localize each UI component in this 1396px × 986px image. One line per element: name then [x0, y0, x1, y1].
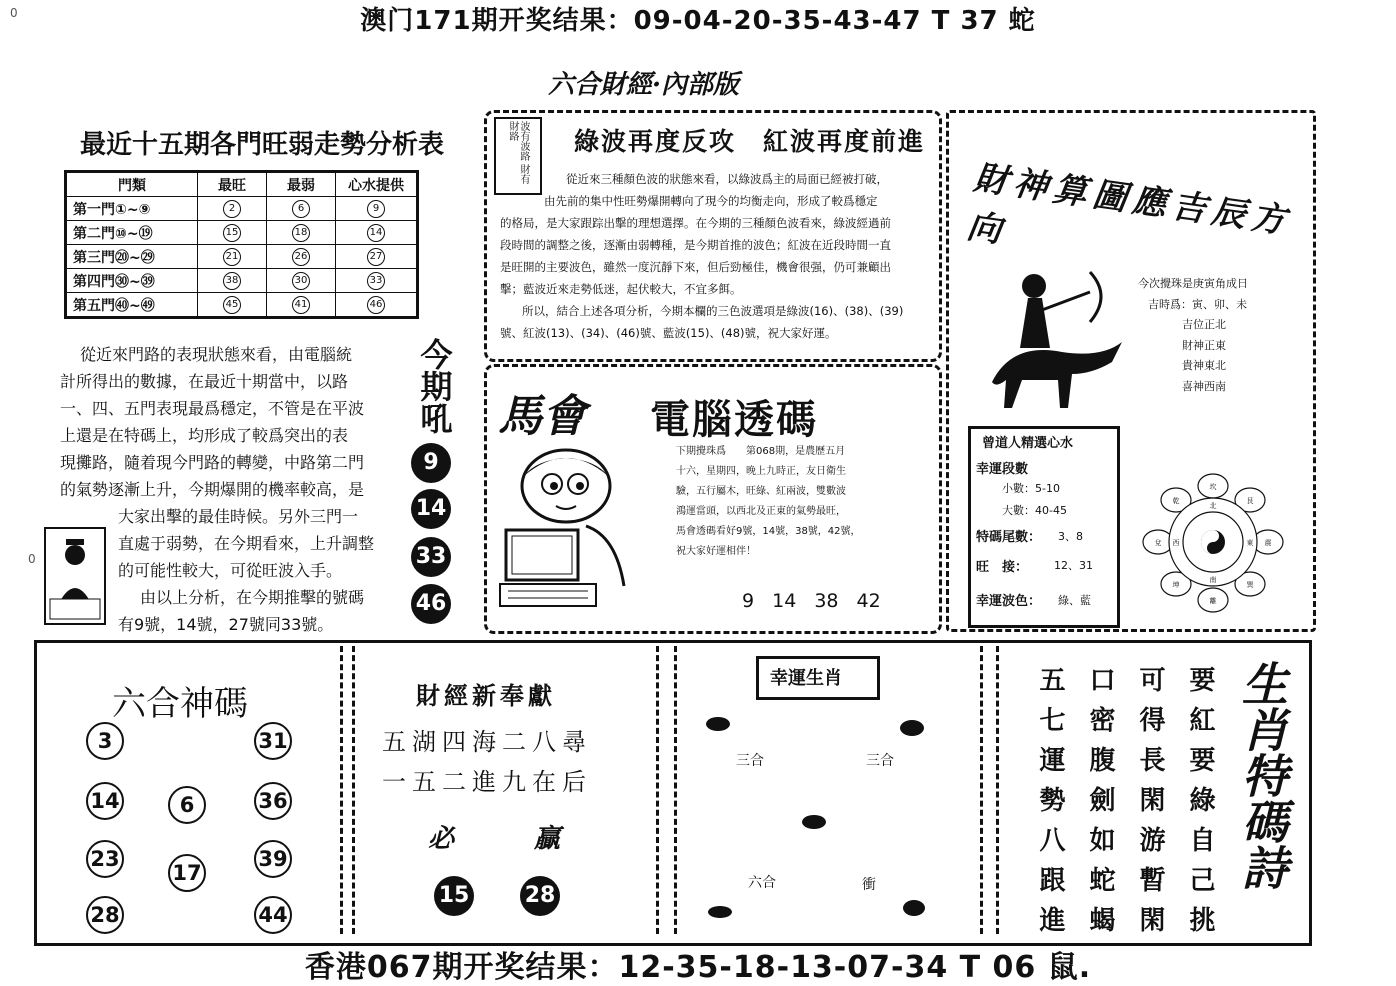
shenma-title: 六合神碼: [112, 684, 248, 724]
bi-char: 必: [428, 824, 455, 854]
tip-cell-value: 14: [367, 224, 385, 242]
gate-range-a: ①: [115, 201, 127, 218]
analysis-line: 上還是在特碼上，均形成了較爲突出的表: [60, 426, 349, 445]
zodiac-animals-icon: [704, 710, 944, 928]
min-cell-value: 26: [292, 248, 310, 266]
max-cell: [198, 293, 267, 318]
monkey-icon: [903, 900, 925, 916]
wave-body: [500, 168, 930, 344]
god-line: 吉位正北: [1182, 318, 1226, 331]
compass-ring-label: 坎: [1209, 483, 1217, 491]
tip-cell: [336, 245, 418, 269]
god-line: 吉時爲：寅、卯、未: [1148, 297, 1247, 311]
wave-badge-text: 波有波路 財有財路: [507, 121, 529, 185]
side-mark: 0: [28, 552, 36, 566]
zodiac-label: 三合: [736, 753, 764, 769]
computer-numbers: 9 14 38 42: [742, 590, 881, 612]
analysis-line: 有9號，14號，27號同33號。: [118, 615, 334, 634]
rat-icon: [708, 906, 732, 918]
computer-line: 驗，五行屬木，旺綠、紅兩波，雙數波: [676, 486, 846, 497]
max-cell-value: 45: [223, 296, 241, 314]
poem-column-text: 可得長閑游暫閑: [1135, 666, 1165, 946]
xinshui-title: 曾道人精選心水: [982, 436, 1074, 451]
poem-grid: [1030, 666, 1230, 946]
god-lines: [1138, 274, 1298, 397]
compass-inner-label: 西: [1172, 539, 1180, 547]
analysis-line: 由以上分析，在今期推擊的號碼: [140, 588, 365, 607]
max-cell: [198, 245, 267, 269]
analysis-line: 一、四、五門表現最爲穩定，不管是在平波: [60, 399, 365, 418]
gate-gate: 第一門: [73, 201, 115, 218]
caijing-ball: 15: [434, 876, 474, 916]
min-cell-value: 41: [292, 296, 310, 314]
table-row: [66, 293, 418, 318]
compass-ring-label: 乾: [1172, 497, 1180, 505]
archer-horse-icon: [972, 262, 1132, 412]
tip-cell-value: 33: [367, 272, 385, 290]
poem-column-text: 口密腹劍如蛇蝎: [1085, 666, 1115, 946]
table-row: [66, 245, 418, 269]
range-separator: ~: [129, 297, 141, 314]
table-row: [66, 221, 418, 245]
divider: [996, 646, 999, 934]
wave-line: 是旺開的主要波色，雖然一度沉靜下來，但后勁極佳，機會很强，仍可兼顧出: [500, 260, 891, 274]
gate-cell: [66, 269, 198, 293]
poem-column: [1130, 666, 1170, 946]
poem-side-title-text: 生肖特碼詩: [1235, 660, 1289, 890]
poem-column: [1180, 666, 1220, 946]
min-cell-value: 18: [292, 224, 310, 242]
mahui-title: 馬會: [498, 391, 586, 442]
shenma-number: 14: [86, 782, 124, 820]
compass-inner-label: 東: [1246, 539, 1254, 547]
gate-gate: 第四門: [73, 273, 115, 290]
tip-cell: [336, 197, 418, 221]
gate-gate: 第二門: [73, 225, 115, 242]
jinqi-title: [410, 338, 458, 434]
gate-cell: [66, 293, 198, 318]
tip-cell: [336, 269, 418, 293]
shenma-number: 3: [86, 722, 124, 760]
lucky-big: 大數：40-45: [1002, 504, 1067, 517]
gate-range-b: ⑲: [138, 225, 153, 242]
jinqi-title-text: 今期吼: [415, 338, 454, 434]
computer-line: 下期攪珠爲 第068期，是農歷五月: [676, 446, 846, 457]
divider: [674, 646, 677, 934]
compass-inner-label: 北: [1209, 502, 1217, 510]
min-cell: [267, 221, 336, 245]
computer-line: 十六，星期四，晚上九時正，友日衛生: [676, 466, 846, 477]
lucky-label: 幸運段數: [976, 462, 1029, 477]
max-cell-value: 2: [223, 200, 241, 218]
shenma-number: 28: [86, 896, 124, 934]
tip-cell: [336, 221, 418, 245]
analysis-line: 的氣勢逐漸上升，今期爆開的機率較高，是: [60, 480, 365, 499]
gate-range-b: ㉙: [140, 249, 155, 266]
shenma-number: 36: [254, 782, 292, 820]
shenma-number: 17: [168, 854, 206, 892]
god-line: 財神正東: [1182, 338, 1226, 352]
column-header: 門類: [66, 172, 198, 197]
tip-cell: [336, 293, 418, 318]
jinqi-ball: 9: [411, 443, 451, 483]
compass-ring-label: 震: [1264, 539, 1272, 547]
range-separator: ~: [129, 249, 141, 266]
range-separator: ~: [129, 273, 141, 290]
gate-range-b: ㊾: [140, 297, 155, 314]
caijing-line: 五湖四海二八尋: [382, 728, 592, 756]
gate-range-a: ㉚: [115, 273, 129, 290]
divider: [352, 646, 355, 934]
trend-table-body: [66, 197, 418, 318]
computer-text: [676, 442, 891, 562]
wang-label: 旺 接：: [976, 560, 1029, 575]
analysis-line: 大家出擊的最佳時候。另外三門一: [118, 507, 359, 526]
poem-column: [1030, 666, 1070, 946]
tiger-icon: [802, 815, 826, 829]
range-separator: ~: [126, 201, 139, 218]
table-header-row: [66, 172, 418, 197]
min-cell: [267, 197, 336, 221]
jinqi-ball: 33: [411, 537, 451, 577]
poem-column-text: 要紅要綠自己挑: [1185, 666, 1215, 946]
poem-column: [1080, 666, 1120, 946]
max-cell: [198, 269, 267, 293]
wave-color-value: 綠、藍: [1058, 594, 1091, 607]
horse-icon: [706, 717, 730, 731]
shenma-number: 39: [254, 840, 292, 878]
gate-range-a: ㊵: [115, 297, 129, 314]
computer-line: 馬會透碼看好9號，14號，38號，42號，: [676, 526, 861, 537]
zodiac-label: 六合: [748, 875, 776, 891]
table-row: [66, 269, 418, 293]
ying-char: 贏: [534, 824, 561, 854]
gate-range-a: ⑩: [115, 225, 127, 242]
wave-line: 所以，結合上述各項分析，今期本欄的三色波選項是綠波(16)、(38)、(39): [522, 304, 904, 318]
wave-line: 擊；藍波近來走勢低迷，起伏較大，不宜多餌。: [500, 282, 742, 296]
wave-color-label: 幸運波色：: [976, 594, 1042, 609]
trend-table-title: 最近十五期各門旺弱走勢分析表: [80, 130, 445, 160]
lucky-small: 小數：5-10: [1002, 482, 1060, 495]
gate-gate: 第三門: [73, 249, 115, 266]
compass-ring-label: 離: [1209, 597, 1217, 605]
wave-line: 號、紅波(13)、(34)、(46)號、藍波(15)、(48)號，祝大家好運。: [500, 326, 837, 340]
min-cell: [267, 293, 336, 318]
max-cell-value: 15: [223, 224, 241, 242]
column-header: 心水提供: [336, 172, 418, 197]
min-cell-value: 30: [292, 272, 310, 290]
column-header: 最弱: [267, 172, 336, 197]
wave-title: 綠波再度反攻 紅波再度前進: [574, 127, 926, 156]
max-cell: [198, 221, 267, 245]
deity-image: [44, 527, 106, 625]
max-cell: [198, 197, 267, 221]
poem-column-text: 五七運勢八跟進: [1035, 666, 1065, 946]
deity-icon: [46, 529, 104, 623]
gate-range-b: ⑨: [138, 201, 151, 218]
god-title: 財神算圖應吉辰方向: [964, 157, 1294, 252]
shenma-number: 44: [254, 896, 292, 934]
shenma-number: 31: [254, 722, 292, 760]
gate-range-a: ⑳: [115, 249, 129, 266]
zodiac-label: 三合: [866, 753, 894, 769]
trend-table: [64, 170, 419, 319]
caijing-ball: 28: [520, 876, 560, 916]
gate-cell: [66, 245, 198, 269]
analysis-line: 直處于弱勢，在今期看來，上升調整: [118, 534, 375, 553]
tip-cell-value: 27: [367, 248, 385, 266]
caijing-title: 財經新奉獻: [416, 681, 556, 710]
computer-line: 祝大家好運相伴！: [676, 546, 756, 557]
compass-ring-label: 艮: [1246, 497, 1254, 505]
compass-ring-label: 坤: [1172, 581, 1180, 589]
wave-line: 的格局，是大家跟踪出擊的理想選擇。在今期的三種顏色波看來，綠波經過前: [500, 216, 891, 230]
table-row: [66, 197, 418, 221]
min-cell: [267, 269, 336, 293]
computer-line: 鴻運當頭，以西北及正東的氣勢最旺，: [676, 506, 846, 517]
analysis-line: 計所得出的數據，在最近十期當中，以路: [60, 372, 349, 391]
wave-line: 從近來三種顏色波的狀態來看，以綠波爲主的局面已經被打破，: [566, 172, 888, 186]
gate-range-b: ㊴: [140, 273, 155, 290]
analysis-text: [60, 341, 400, 638]
dog-icon: [900, 720, 924, 736]
range-separator: ~: [126, 225, 139, 242]
gate-cell: [66, 197, 198, 221]
tail-label: 特碼尾數：: [976, 530, 1042, 545]
column-header: 最旺: [198, 172, 267, 197]
tail-value: 3、8: [1058, 530, 1083, 543]
compass-inner-label: 南: [1209, 576, 1217, 584]
jinqi-ball: 14: [411, 489, 451, 529]
tip-cell-value: 46: [367, 296, 385, 314]
analysis-line: 的可能性較大，可從旺波入手。: [118, 561, 343, 580]
analysis-line: 現攤路，隨着現今門路的轉變，中路第二門: [60, 453, 365, 472]
cartoon-computer-icon: [496, 446, 646, 616]
brand-title: 六合財經·內部版: [548, 70, 740, 100]
max-cell-value: 38: [223, 272, 241, 290]
zodiac-title: 幸運生肖: [770, 668, 842, 689]
min-cell-value: 6: [292, 200, 310, 218]
shenma-number: 6: [168, 786, 206, 824]
wave-line: 段時間的調整之後，逐漸由弱轉種，是今期首推的波色；紅波在近段時間一直: [500, 238, 891, 252]
god-line: 喜神西南: [1182, 379, 1226, 393]
hk-result-footline: 香港067期开奖结果：12-35-18-13-07-34 T 06 鼠.: [304, 950, 1092, 985]
computer-title: 電腦透碼: [650, 396, 818, 443]
divider: [980, 646, 983, 934]
wave-line: 由先前的集中性旺勢爆開轉向了現今的均衡走向，形成了較爲穩定: [544, 194, 878, 208]
god-line: 今次攪珠是庚寅角成日: [1138, 277, 1248, 290]
poem-side-title: [1232, 660, 1292, 890]
corner-mark: 0: [10, 6, 18, 20]
wang-value: 12、31: [1054, 559, 1093, 572]
divider: [340, 646, 343, 934]
shenma-number: 23: [86, 840, 124, 878]
compass-ring-label: 兌: [1154, 539, 1162, 547]
zodiac-label: 衝: [862, 877, 876, 893]
gate-gate: 第五門: [73, 297, 115, 314]
gate-cell: [66, 221, 198, 245]
tip-cell-value: 9: [367, 200, 385, 218]
bagua-compass-icon: [1140, 472, 1286, 614]
min-cell: [267, 245, 336, 269]
god-line: 貴神東北: [1182, 359, 1226, 372]
compass-ring-label: 巽: [1246, 581, 1254, 589]
analysis-line: 從近來門路的表現狀態來看，由電腦統: [80, 345, 353, 364]
caijing-line: 一五二進九在后: [382, 768, 592, 796]
macau-result-headline: 澳门171期开奖结果：09-04-20-35-43-47 T 37 蛇: [360, 6, 1036, 36]
max-cell-value: 21: [223, 248, 241, 266]
divider: [656, 646, 659, 934]
jinqi-ball: 46: [411, 584, 451, 624]
